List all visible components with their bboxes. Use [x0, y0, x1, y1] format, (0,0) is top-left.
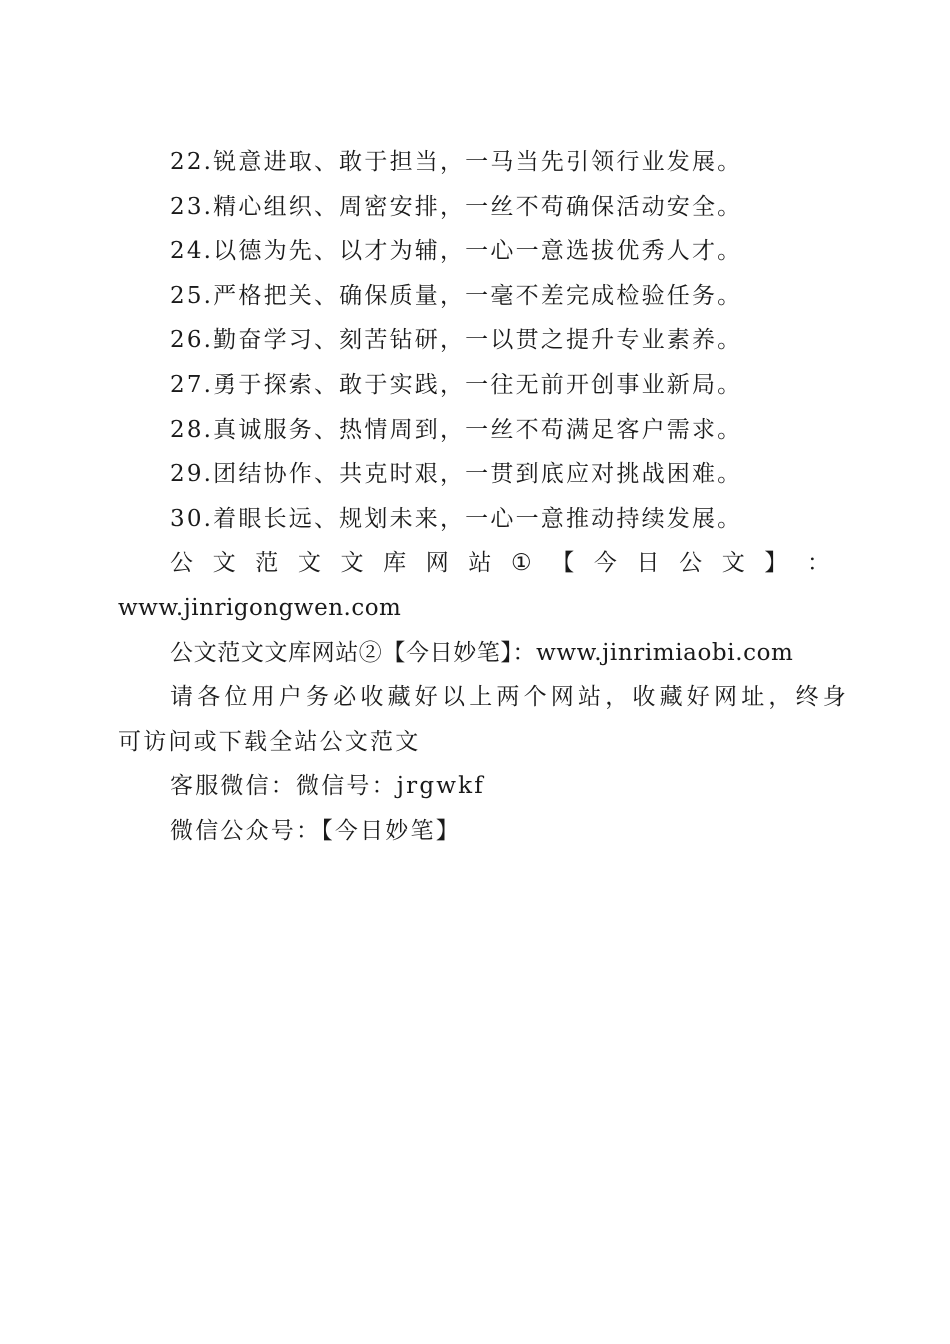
site1-char: 网 [425, 550, 449, 577]
site1-char: ① [511, 550, 532, 577]
site1-char: ： [807, 550, 830, 577]
site1-char: 文 [212, 550, 236, 577]
site1-char: 站 [468, 550, 492, 577]
site1-char: 文 [297, 550, 321, 577]
list-item: 25.严格把关、确保质量，一毫不差完成检验任务。 [170, 282, 743, 309]
document-page [118, 140, 850, 854]
list-item: 26.勤奋学习、刻苦钻研，一以贯之提升专业素养。 [170, 327, 743, 354]
notice-line: 请各位用户务必收藏好以上两个网站，收藏好网址，终身 [170, 684, 850, 711]
customer-service: 客服微信：微信号：jrgwkf [170, 773, 485, 800]
site1-line [118, 541, 830, 586]
site1-char: 日 [636, 550, 660, 577]
site2-line: 公文范文文库网站②【今日妙笔】：www.jinrimiaobi.com [170, 639, 794, 666]
site1-char: 文 [721, 550, 745, 577]
site1-char: 公 [679, 550, 703, 577]
notice-line-continued: 可访问或下载全站公文范文 [118, 728, 421, 755]
list-item: 27.勇于探索、敢于实践，一往无前开创事业新局。 [170, 371, 743, 398]
site1-url[interactable]: www.jinrigongwen.com [118, 594, 402, 621]
site1-char: 公 [170, 550, 193, 577]
list-item: 24.以德为先、以才为辅，一心一意选拔优秀人才。 [170, 238, 743, 265]
wechat-account: 微信公众号：【今日妙笔】 [170, 817, 461, 844]
site1-char: 库 [383, 550, 407, 577]
site1-char: 【 [551, 550, 575, 577]
site1-char: 】 [764, 550, 788, 577]
list-item: 28.真诚服务、热情周到，一丝不苟满足客户需求。 [170, 416, 743, 443]
site1-char: 范 [255, 550, 279, 577]
list-item: 29.团结协作、共克时艰，一贯到底应对挑战困难。 [170, 461, 743, 488]
list-item: 22.锐意进取、敢于担当，一马当先引领行业发展。 [170, 149, 743, 175]
list-item: 30.着眼长远、规划未来，一心一意推动持续发展。 [170, 505, 743, 532]
list-item: 23.精心组织、周密安排，一丝不苟确保活动安全。 [170, 193, 743, 220]
site1-char: 今 [593, 550, 617, 577]
site1-char: 文 [340, 550, 364, 577]
